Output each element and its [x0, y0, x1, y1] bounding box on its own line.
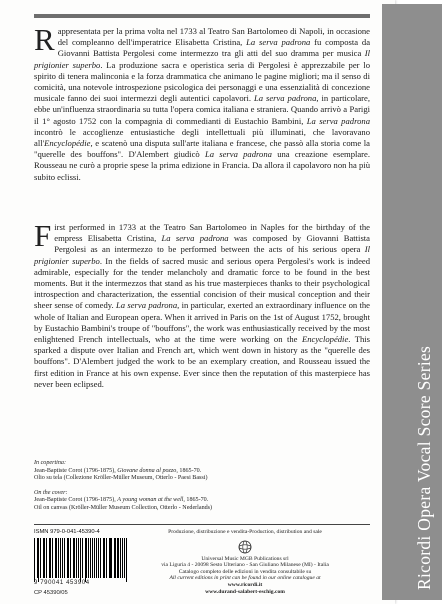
caption-it-line2: Olio su tela (Collezione Kröller-Müller Museum, Otterlo - Paesi Bassi): [34, 475, 208, 482]
english-description: [34, 218, 371, 390]
italian-description: [34, 22, 371, 183]
italian-dropcap: R: [34, 22, 55, 57]
cover-captions: [34, 460, 370, 513]
bottom-rule: [34, 524, 370, 525]
production-line4: Catalogo completo delle edizioni in vendita consultabile su: [178, 568, 312, 575]
english-paragraph: [34, 218, 371, 390]
english-text: irst performed in 1733 at the Teatro San Bartolomeo in Naples for the birthday of the empress Elisabetta Cristina, La serva padrona was composed by Giovanni Battista Pergolesi as an intermezzo to be performed between the acts of his serious opera Il prigionier superbo. In the fields of sacred music and serious opera Pergolesi's work is indeed admirable, especially for the tender melancholy and dramatic force to be found in the best moments. But it the intermezzos that stand as his true masterpieces thanks to their psychological introspection and characterization, the essential concision of their musical conception and their sheer sense of comedy. La serva padrona, in particular, exerted an extraordinary influence on the whole of Italian and European opera. When it arrived in Paris on the 1st of August 1752, brought by Eustachio Bambini's troupe of "bouffons", the work was enthusiastically received by the most enlightened French intellectuals, who at the time were working on the Encyclopédie. This sparked a dispute over Italian and French art, which went down in history as the "querelle des bouffons". D'Alembert judged the work to be an exemplary creation, and Rousseau issued the first edition in France at his own expense. Ever since then the reputation of this masterpiece has never been eclipsed.: [34, 222, 371, 389]
caption-en-line1: Jean-Baptiste Corot (1796-1875), A young woman at the well, 1865-70.: [34, 497, 209, 504]
isbn-label: ISMN 979-0-041-45390-4: [34, 529, 100, 535]
italian-paragraph: [34, 22, 371, 183]
production-line2: Universal Music MGB Publications srl: [201, 555, 289, 562]
ricordi-url[interactable]: www.ricordi.it: [227, 581, 263, 588]
dse-url[interactable]: www.durand-salabert-eschig.com: [205, 588, 285, 595]
production-line5: All current editions in print can be found in our online catalogue at: [169, 575, 321, 582]
publisher-logo-icon: [238, 540, 252, 554]
catalog-code: CP 45390/05: [34, 590, 68, 596]
series-title: Ricordi Opera Vocal Score Series: [414, 345, 434, 590]
production-line1: Produzione, distribuzione e vendita-Production, distribution and sale: [168, 529, 322, 535]
caption-en-lead: On the cover:: [34, 489, 68, 496]
english-dropcap: F: [34, 218, 52, 253]
production-line3: via Liguria 4 - 20098 Sesto Ulteriano - San Giuliano Milanese (MI) - Italia: [161, 562, 329, 569]
production-info: [120, 529, 370, 595]
caption-en-line2: Oil on canvas (Kröller-Müller Museum Collection, Otterlo - Nederlands): [34, 504, 213, 511]
caption-it-lead: In copertina:: [34, 460, 66, 466]
barcode-digits: 9 790041 453904: [34, 580, 90, 586]
top-rule: [34, 14, 370, 18]
barcode-icon: [34, 538, 128, 582]
italian-text: appresentata per la prima volta nel 1733 al Teatro San Bartolomeo di Napoli, in occasione del compleanno dell'imperatrice Elisabetta Cristina, La serva padrona fu composta da Giovanni Battista Pergolesi come intermezzo tra gli atti del suo dramma per musica Il prigionier superbo. La produzione sacra e operistica seria di Pergolesi è apprezzabile per lo spirito di tenera malinconia e la forza drammatica che animano le pagine migliori; ma il senso di comicità, una notevole introspezione psicologica dei personaggi e una essenzialità di concezione musicale fanno dei suoi intermezzi degli autentici capolavori. La serva padrona, in particolare, ebbe un'influenza straordinaria su tutta l'opera comica italiana e straniera. Quando arrivò a Parigi il 1° agosto 1752 con la compagnia di commedianti di Eustachio Bambini, La serva padrona incontrò le accoglienze entusiastiche degli intellettuali più illuminati, che lavoravano all'Encyclopédie, e scatenò una disputa sull'arte italiana e francese, che passò alla storia come la "querelle des bouffons". D'Alembert giudicò La serva padrona una creazione esemplare. Rousseau ne curò a proprie spese la prima edizione in Francia. Da allora il capolavoro non ha più subito eclissi.: [34, 26, 371, 182]
caption-it-line1: Jean-Baptiste Corot (1796-1875), Giovane donna al pozzo, 1865-70.: [34, 467, 202, 474]
